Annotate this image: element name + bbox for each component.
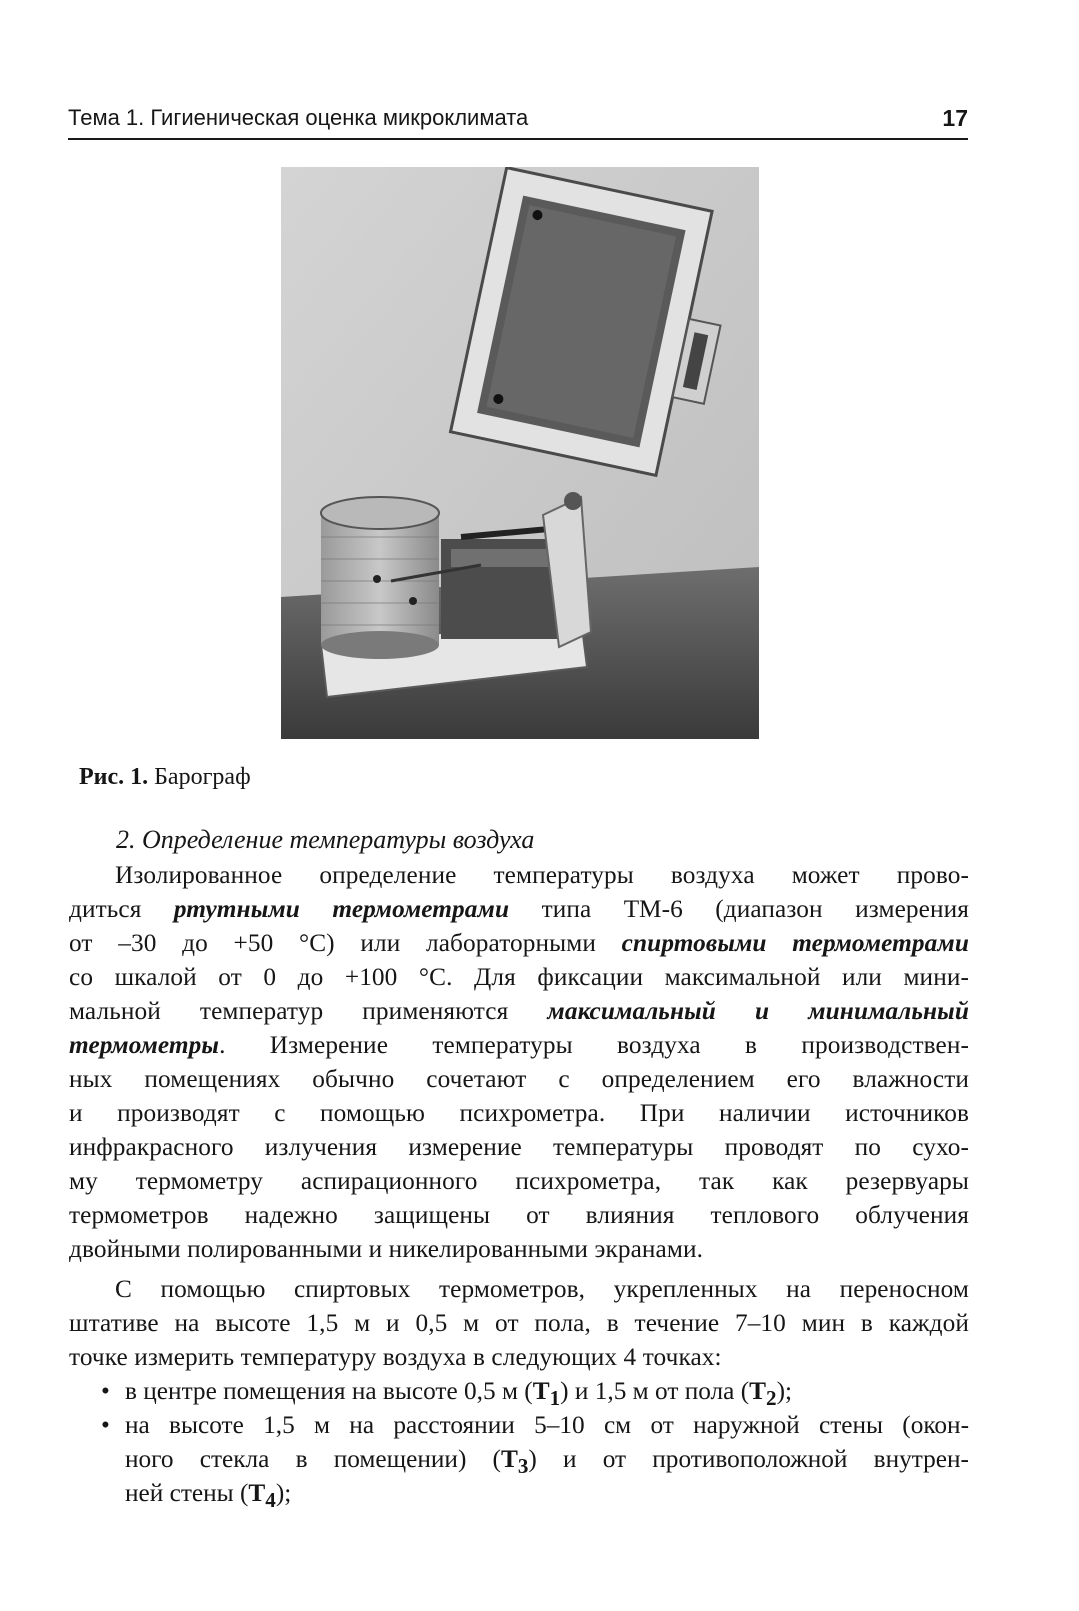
measurement-points-list xyxy=(69,1374,969,1513)
barograph-illustration xyxy=(281,167,759,739)
figure-caption xyxy=(79,762,251,792)
paragraph-line: термометров надежно защищены от влияния теплового облучения xyxy=(69,1201,969,1229)
emphasis: спиртовыми термометрами xyxy=(621,929,970,957)
paragraph-line: С помощью спиртовых термометров, укрепленных на переносном xyxy=(115,1275,969,1303)
running-header xyxy=(68,104,968,140)
paragraph-2 xyxy=(69,1272,969,1374)
paragraph-line: Изолированное определение температуры воздуха может прово- xyxy=(115,861,969,889)
list-item-line: ней стены $(T_4)$; xyxy=(125,1479,292,1513)
list-item-line: на высоте 1,5 м на расстоянии 5–10 см от наружной стены (окон- xyxy=(125,1411,969,1439)
emphasis: максимальный и минимальный xyxy=(547,997,970,1025)
list-item xyxy=(69,1408,969,1513)
list-item xyxy=(69,1374,969,1411)
figure-caption-text: Барограф xyxy=(154,764,251,790)
paragraph-1 xyxy=(69,858,969,1266)
emphasis: термометры xyxy=(69,1031,220,1059)
paragraph-line: термометры. Измерение температуры воздуха в производствен- xyxy=(69,1031,969,1059)
figure-label: Рис. 1. xyxy=(79,764,149,790)
list-item-line: ного стекла в помещении) $(T_3)$ и от противоположной внутрен- xyxy=(125,1445,969,1479)
paragraph-line: инфракрасного излучения измерение температуры проводят по сухо- xyxy=(69,1133,969,1161)
page-number: 17 xyxy=(942,105,968,131)
emphasis: ртутными термометрами xyxy=(173,895,510,923)
paragraph-line: ных помещениях обычно сочетают с определением его влажности xyxy=(69,1065,969,1093)
bullet-marker: • xyxy=(101,1411,110,1439)
paragraph-line: диться ртутными термометрами типа ТМ-6 (диапазон измерения xyxy=(69,895,970,923)
paragraph-line: и производят с помощью психрометра. При наличии источников xyxy=(69,1099,969,1127)
paragraph-line: мальной температур применяются максимальный и минимальный xyxy=(69,997,970,1025)
paragraph-line: со шкалой от 0 до +100 °С. Для фиксации максимальной или мини- xyxy=(69,963,969,991)
paragraph-line: штативе на высоте 1,5 м и 0,5 м от пола, в течение 7–10 мин в каждой xyxy=(69,1309,969,1337)
paragraph-line: точке измерить температуру воздуха в следующих 4 точках: xyxy=(69,1343,722,1371)
list-item-line: в центре помещения на высоте 0,5 м $(T_1)$ и 1,5 м от пола $(T_2)$; xyxy=(125,1377,793,1411)
paragraph-line: двойными полированными и никелированными экранами. xyxy=(69,1235,704,1263)
paragraph-line: му термометру аспирационного психрометра, так как резервуары xyxy=(69,1167,969,1195)
paragraph-line: от –30 до +50 °С) или лабораторными спиртовыми термометрами xyxy=(69,929,970,957)
section-heading: 2. Определение температуры воздуха xyxy=(116,825,535,854)
bullet-marker: • xyxy=(101,1377,110,1405)
barograph-photo xyxy=(281,167,759,739)
chapter-title: Тема 1. Гигиеническая оценка микроклимата xyxy=(68,105,529,130)
